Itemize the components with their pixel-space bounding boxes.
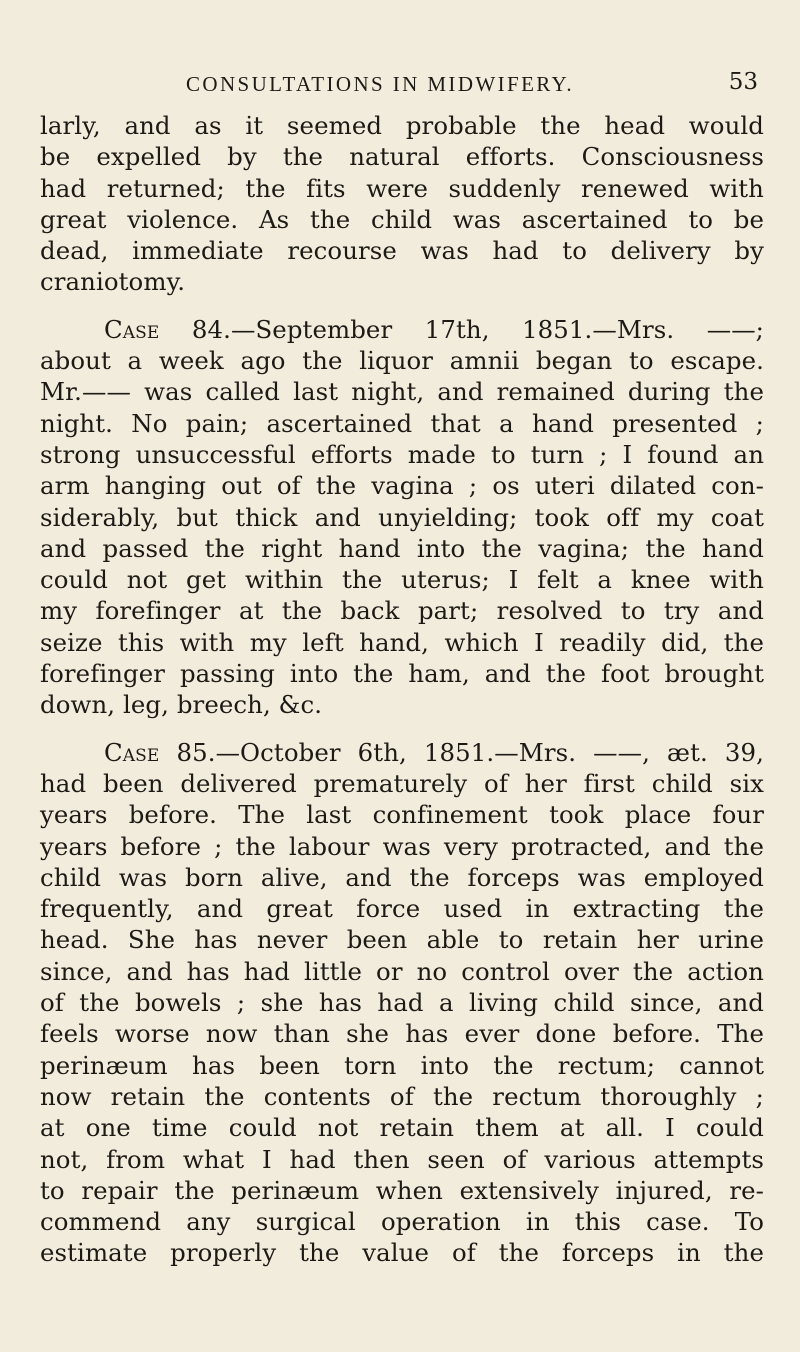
text-line: my forefinger at the back part; resolved to try and [40, 596, 764, 626]
text-line: years before. The last confinement took place four [40, 800, 764, 830]
text-line: frequently, and great force used in extracting the [40, 894, 764, 924]
text-line: dead, immediate recourse was had to delivery by [40, 236, 764, 266]
case-heading-text: 85.—October 6th, 1851.—Mrs. ——, æt. 39, [159, 737, 764, 767]
text-line: Mr.—— was called last night, and remained during the [40, 377, 764, 407]
text-line: at one time could not retain them at all. I could [40, 1113, 764, 1143]
text-line: estimate properly the value of the forceps in the [40, 1238, 764, 1268]
paragraph-1 [40, 110, 764, 298]
text-line: not, from what I had then seen of various attempts [40, 1144, 764, 1174]
text-line: had been delivered prematurely of her first child six [40, 768, 764, 798]
body-text [40, 110, 764, 1269]
text-line: seize this with my left hand, which I readily did, the [40, 627, 764, 657]
text-line: years before ; the labour was very protracted, and the [40, 831, 764, 861]
text-line: night. No pain; ascertained that a hand presented ; [40, 408, 764, 438]
case-heading-line [40, 737, 764, 768]
paragraph-case-84 [40, 314, 764, 721]
text-line: siderably, but thick and unyielding; took off my coat [40, 502, 764, 532]
page-number: 53 [728, 69, 758, 95]
case-heading-line [40, 314, 764, 345]
text-line: child was born alive, and the forceps was employed [40, 862, 764, 892]
text-line: arm hanging out of the vagina ; os uteri dilated con- [40, 471, 764, 501]
text-line: strong unsuccessful efforts made to turn ; I found an [40, 439, 764, 469]
header-title: CONSULTATIONS IN MIDWIFERY. [186, 72, 575, 96]
running-head [40, 0, 764, 110]
text-line: of the bowels ; she has had a living child since, and [40, 988, 764, 1018]
text-line: had returned; the fits were suddenly renewed with [40, 173, 764, 203]
text-line: larly, and as it seemed probable the head would [40, 111, 764, 140]
text-line: and passed the right hand into the vagina; the hand [40, 533, 764, 563]
paragraph-case-85 [40, 737, 764, 1269]
text-line: craniotomy. [40, 267, 186, 297]
text-line: could not get within the uterus; I felt a knee with [40, 565, 764, 595]
paragraph-spacer [40, 721, 764, 737]
text-line: great violence. As the child was ascertained to be [40, 204, 764, 234]
paragraph-spacer [40, 298, 764, 314]
text-line: forefinger passing into the ham, and the foot brought [40, 659, 764, 689]
text-line: since, and has had little or no control over the action [40, 956, 764, 986]
text-line: now retain the contents of the rectum thoroughly ; [40, 1081, 764, 1111]
text-line: down, leg, breech, &c. [40, 690, 323, 720]
text-line: feels worse now than she has ever done before. The [40, 1019, 764, 1049]
text-line: head. She has never been able to retain her urine [40, 925, 764, 955]
text-line: about a week ago the liquor amnii began to escape. [40, 346, 764, 376]
text-line: commend any surgical operation in this case. To [40, 1207, 764, 1237]
case-label: Case [104, 314, 160, 344]
text-line: to repair the perinæum when extensively injured, re- [40, 1175, 764, 1205]
text-line: perinæum has been torn into the rectum; cannot [40, 1050, 764, 1080]
case-label: Case [104, 737, 160, 767]
case-heading-text: 84.—September 17th, 1851.—Mrs. ——; [159, 314, 764, 344]
text-line: be expelled by the natural efforts. Consciousness [40, 142, 764, 172]
